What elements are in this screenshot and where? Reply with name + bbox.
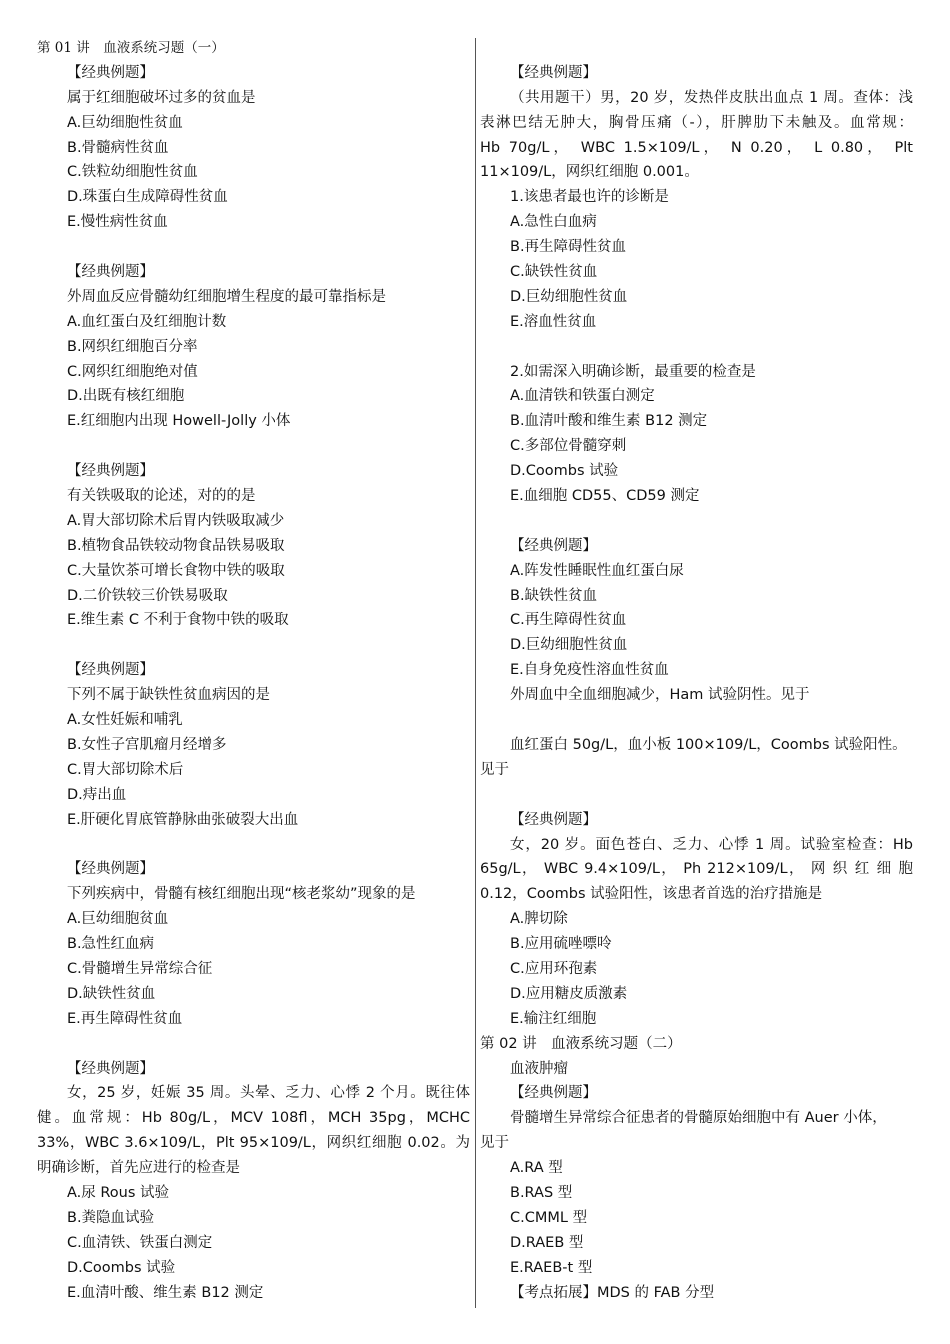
text-line: E.血清叶酸、维生素 B12 测定: [67, 1284, 264, 1301]
text-line: B.植物食品铁较动物食品铁易吸取: [67, 537, 285, 554]
text-line: A.血清铁和铁蛋白测定: [510, 388, 655, 405]
text-line: 女，25 岁，妊娠 35 周。头晕、乏力、心悸 2 个月。既往体: [67, 1085, 470, 1102]
text-line: E.输注红细胞: [510, 1010, 597, 1027]
text-line: B.粪隐血试验: [67, 1209, 155, 1226]
text-line: 第 02 讲 血液系统习题（二）: [480, 1035, 682, 1052]
text-line: 女，20 岁。面色苍白、乏力、心悸 1 周。试验室检查：Hb: [510, 836, 913, 853]
text-line: 骨髓增生异常综合征患者的骨髓原始细胞中有 Auer 小体，: [510, 1110, 887, 1127]
text-line: 第 01 讲 血液系统习题（一）: [37, 40, 225, 56]
text-line: D.Coombs 试验: [67, 1259, 176, 1276]
text-line: 【经典例题】: [67, 861, 154, 878]
text-line: 下列疾病中，骨髓有核红细胞出现“核老浆幼”现象的是: [67, 886, 416, 903]
text-line: 表淋巴结无肿大，胸骨压痛（-），肝脾肋下未触及。血常规：: [480, 114, 913, 131]
text-line: 属于红细胞破坏过多的贫血是: [67, 89, 256, 106]
text-line: 下列不属于缺铁性贫血病因的是: [67, 687, 270, 704]
text-line: 【经典例题】: [510, 537, 597, 554]
text-line: 有关铁吸取的论述，对的的是: [67, 488, 256, 505]
text-line: 【经典例题】: [510, 64, 597, 81]
text-line: 见于: [480, 761, 509, 778]
text-line: A.巨幼细胞贫血: [67, 911, 169, 928]
blank-line: [480, 335, 913, 360]
text-line: E.血细胞 CD55、CD59 测定: [510, 488, 700, 505]
right-column: [480, 36, 913, 1305]
text-line: C.缺铁性贫血: [510, 264, 598, 281]
text-line: C.骨髓增生异常综合征: [67, 960, 213, 977]
text-line: A.胃大部切除术后胃内铁吸取减少: [67, 512, 285, 529]
text-line: 明确诊断，首先应进行的检查是: [37, 1160, 240, 1177]
text-line: A.尿 Rous 试验: [67, 1184, 170, 1201]
text-line: E.再生障碍性贫血: [67, 1010, 183, 1027]
text-line: D.出既有核红细胞: [67, 388, 185, 405]
text-line: 【经典例题】: [67, 264, 154, 281]
text-line: 【经典例题】: [67, 662, 154, 679]
text-line: 外周血中全血细胞减少，Ham 试验阴性。见于: [510, 687, 810, 704]
text-line: C.网织红细胞绝对值: [67, 363, 198, 380]
blank-line: [37, 235, 470, 260]
text-line: A.巨幼细胞性贫血: [67, 114, 183, 131]
text-line: C.胃大部切除术后: [67, 761, 184, 778]
text-line: 0.12，Coombs 试验阳性，该患者首选的治疗措施是: [480, 886, 823, 903]
text-line: D.应用糖皮质激素: [510, 985, 628, 1002]
text-line: D.巨幼细胞性贫血: [510, 288, 628, 305]
text-line: C.血清铁、铁蛋白测定: [67, 1234, 213, 1251]
text-line: E.RAEB-t 型: [510, 1259, 593, 1276]
text-line: 血红蛋白 50g/L，血小板 100×109/L，Coombs 试验阳性。: [510, 736, 907, 753]
blank-line: [37, 633, 470, 658]
text-line: D.珠蛋白生成障碍性贫血: [67, 189, 228, 206]
text-line: D.Coombs 试验: [510, 463, 619, 480]
text-line: E.维生素 C 不利于食物中铁的吸取: [67, 612, 289, 629]
text-line: B.急性红血病: [67, 936, 155, 953]
text-line: C.铁粒幼细胞性贫血: [67, 164, 198, 181]
text-line: A.急性白血病: [510, 214, 597, 231]
text-line: 健。血常规：Hb 80g/L，MCV 108fl，MCH 35pg，MCHC: [37, 1110, 470, 1127]
text-line: E.自身免疫性溶血性贫血: [510, 662, 669, 679]
text-line: 见于: [480, 1135, 509, 1152]
text-line: 65g/L， WBC 9.4×109/L， Ph 212×109/L， 网 织 红 细 胞: [480, 861, 913, 878]
text-line: A.RA 型: [510, 1160, 563, 1177]
text-line: 血液肿瘤: [510, 1060, 568, 1077]
text-line: D.巨幼细胞性贫血: [510, 637, 628, 654]
text-line: E.肝硬化胃底管静脉曲张破裂大出血: [67, 811, 299, 828]
text-line: 1.该患者最也许的诊断是: [510, 189, 669, 206]
text-line: 11×109/L，网织红细胞 0.001。: [480, 164, 699, 181]
text-line: C.应用环孢素: [510, 960, 598, 977]
text-line: （共用题干）男，20 岁，发热伴皮肤出血点 1 周。查体：浅: [510, 89, 913, 106]
text-line: C.CMML 型: [510, 1209, 588, 1226]
blank-line: [480, 36, 913, 61]
text-line: B.再生障碍性贫血: [510, 239, 627, 256]
blank-line: [480, 509, 913, 534]
text-line: D.RAEB 型: [510, 1234, 584, 1251]
text-line: 【经典例题】: [510, 1085, 597, 1102]
blank-line: [480, 783, 913, 808]
text-line: A.脾切除: [510, 911, 568, 928]
blank-line: [37, 833, 470, 858]
text-line: 外周血反应骨髓幼红细胞增生程度的最可靠指标是: [67, 288, 386, 305]
text-line: B.RAS 型: [510, 1184, 573, 1201]
text-line: B.骨髓病性贫血: [67, 139, 169, 156]
text-line: Hb 70g/L， WBC 1.5×109/L， N 0.20， L 0.80， Plt: [480, 139, 913, 156]
text-line: B.应用硫唑嘌呤: [510, 936, 612, 953]
text-line: E.慢性病性贫血: [67, 214, 168, 231]
text-line: B.网织红细胞百分率: [67, 338, 198, 355]
text-line: 【经典例题】: [67, 463, 154, 480]
text-line: D.痔出血: [67, 786, 127, 803]
blank-line: [37, 1032, 470, 1057]
text-line: D.二价铁较三价铁易吸取: [67, 587, 228, 604]
text-line: 【经典例题】: [67, 1060, 154, 1077]
text-line: 【经典例题】: [510, 811, 597, 828]
column-divider: [475, 38, 476, 1308]
text-line: E.红细胞内出现 Howell-Jolly 小体: [67, 413, 291, 430]
blank-line: [480, 708, 913, 733]
text-line: 【经典例题】: [67, 64, 154, 81]
text-line: 33%，WBC 3.6×109/L，Plt 95×109/L，网织红细胞 0.02。为: [37, 1135, 470, 1152]
text-line: C.多部位骨髓穿刺: [510, 438, 627, 455]
text-line: E.溶血性贫血: [510, 313, 597, 330]
text-line: C.再生障碍性贫血: [510, 612, 627, 629]
text-line: A.血红蛋白及红细胞计数: [67, 313, 227, 330]
blank-line: [37, 434, 470, 459]
text-line: A.女性妊娠和哺乳: [67, 712, 183, 729]
text-line: D.缺铁性贫血: [67, 985, 156, 1002]
text-line: 【考点拓展】MDS 的 FAB 分型: [510, 1284, 715, 1301]
text-line: B.女性子宫肌瘤月经增多: [67, 736, 227, 753]
text-line: B.缺铁性贫血: [510, 587, 598, 604]
left-column: [37, 36, 470, 1305]
text-line: C.大量饮茶可增长食物中铁的吸取: [67, 562, 285, 579]
text-line: A.阵发性睡眠性血红蛋白尿: [510, 562, 684, 579]
text-line: B.血清叶酸和维生素 B12 测定: [510, 413, 708, 430]
text-line: 2.如需深入明确诊断，最重要的检查是: [510, 363, 756, 380]
